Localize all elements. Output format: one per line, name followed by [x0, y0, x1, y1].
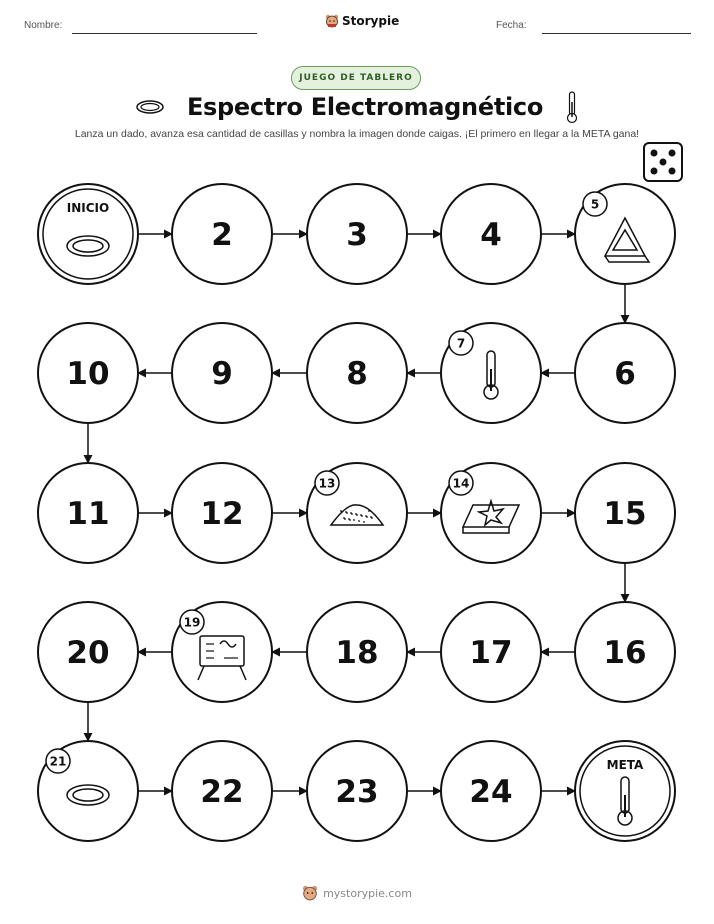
board-cell	[172, 602, 272, 702]
cell-number: 14	[452, 476, 470, 491]
instructions: Lanza un dado, avanza esa cantidad de casillas y nombra la imagen donde caigas. ¡El primero en llegar a la META gana!	[74, 128, 640, 140]
board-cell	[38, 463, 138, 563]
cell-number: 20	[66, 635, 110, 671]
cell-number: 18	[335, 635, 379, 671]
board-cell	[307, 323, 407, 423]
brand-name: Storypie	[342, 14, 400, 28]
bear-mascot-icon	[302, 885, 318, 901]
board-cell	[172, 184, 272, 284]
board-cell	[575, 463, 675, 563]
cell-number: 9	[211, 356, 233, 392]
board-cell	[172, 463, 272, 563]
board-cell	[38, 741, 138, 841]
board-cell	[38, 184, 138, 284]
cell-number: 4	[480, 217, 502, 253]
cell-number: 7	[456, 336, 466, 351]
footer-url: mystorypie.com	[323, 886, 412, 900]
board-cell	[307, 741, 407, 841]
page-title: Espectro Electromagnético	[186, 93, 544, 121]
cell-number: 15	[603, 496, 647, 532]
board-cell	[307, 602, 407, 702]
cell-number: 22	[200, 774, 244, 810]
board-cell	[575, 323, 675, 423]
cell-number: 8	[346, 356, 368, 392]
board-cell	[307, 184, 407, 284]
board-cell	[575, 602, 675, 702]
board-cell	[575, 184, 675, 284]
board-cell	[172, 741, 272, 841]
board-cell	[38, 602, 138, 702]
cell-number: 24	[469, 774, 513, 810]
cell-number: 5	[590, 197, 600, 212]
cell-number: 12	[200, 496, 244, 532]
board-cell	[441, 463, 541, 563]
cell-number: 13	[318, 476, 336, 491]
cell-label: INICIO	[66, 201, 110, 215]
board-cell	[575, 741, 675, 841]
cell-number: 2	[211, 217, 233, 253]
board-cell	[172, 323, 272, 423]
date-label: Fecha:	[496, 20, 527, 31]
game-type-badge: JUEGO DE TABLERO	[291, 66, 421, 90]
board-cell	[441, 184, 541, 284]
board-cell	[441, 323, 541, 423]
board-cell	[307, 463, 407, 563]
cell-number: 17	[469, 635, 513, 671]
board-cell	[38, 323, 138, 423]
cell-number: 23	[335, 774, 379, 810]
board-cell	[441, 741, 541, 841]
footer	[0, 885, 714, 901]
board-cell	[441, 602, 541, 702]
cell-number: 10	[66, 356, 110, 392]
cell-number: 19	[183, 615, 201, 630]
cell-number: 21	[49, 754, 67, 769]
cell-label: META	[606, 758, 644, 772]
cell-number: 16	[603, 635, 647, 671]
cell-number: 6	[614, 356, 636, 392]
cell-number: 11	[66, 496, 110, 532]
cell-number: 3	[346, 217, 368, 253]
name-label: Nombre:	[24, 20, 63, 31]
